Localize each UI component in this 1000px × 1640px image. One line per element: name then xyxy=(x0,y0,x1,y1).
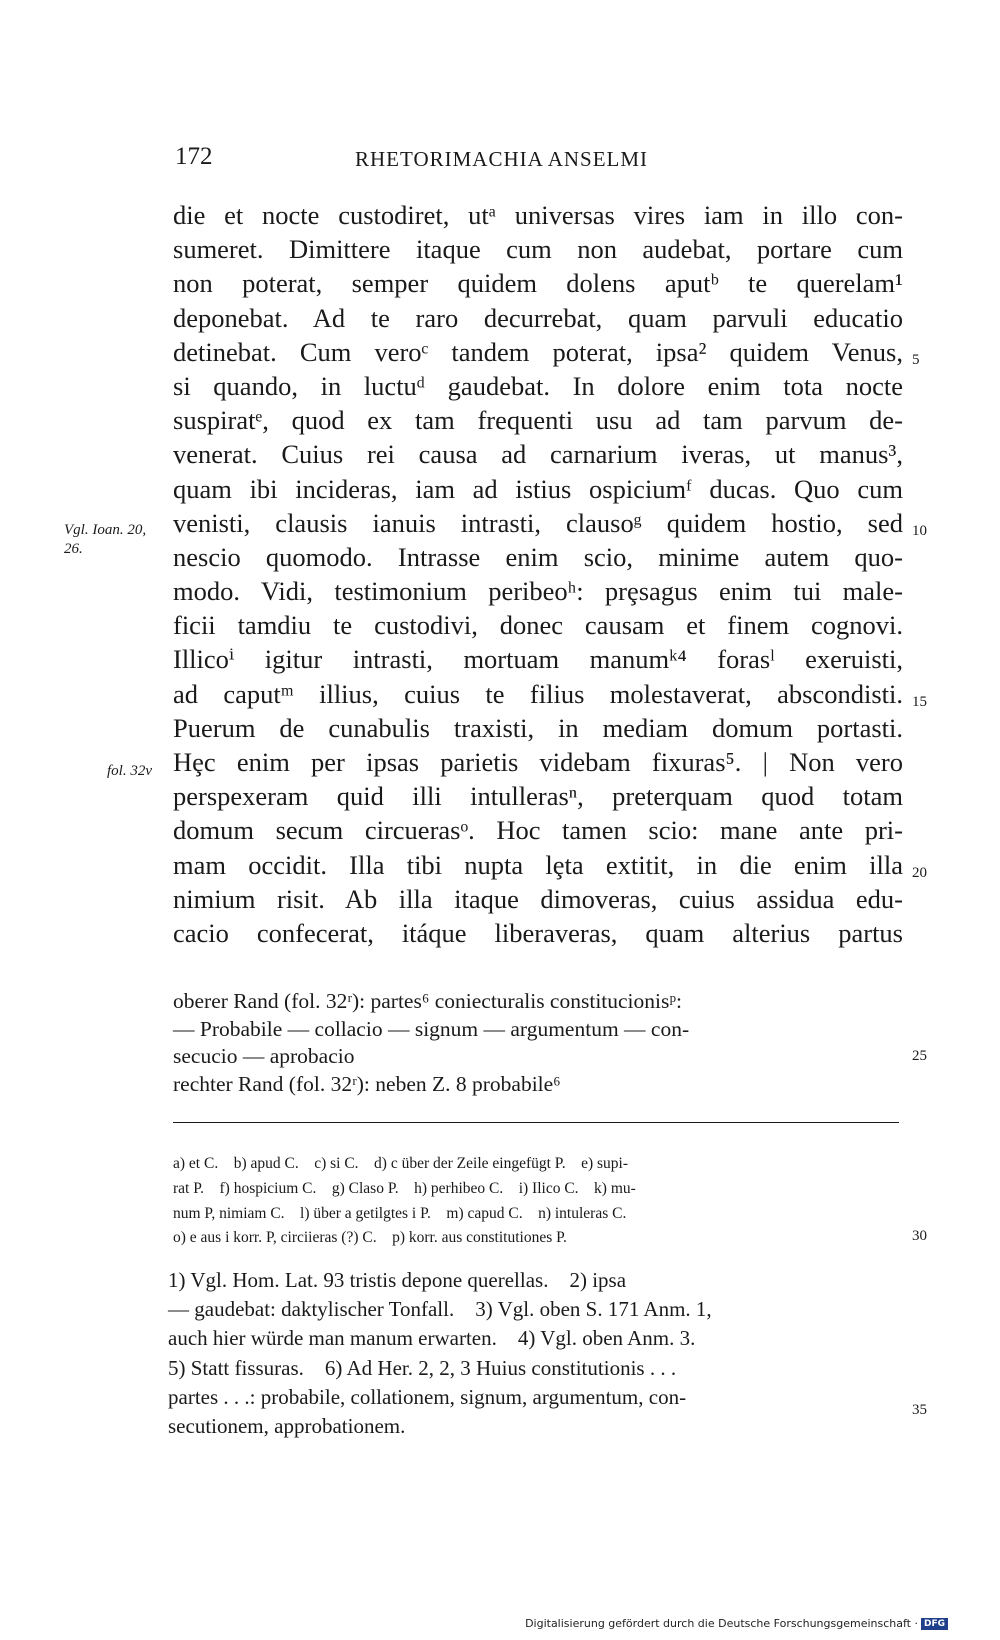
text-line: deponebat. Ad te raro decurrebat, quam parvuli educatio xyxy=(173,302,903,333)
text-line: Puerum de cunabulis traxisti, in mediam domum portasti. xyxy=(173,712,903,743)
digitization-credit xyxy=(525,1617,948,1630)
text-line: quam ibi incideras, iam ad istius ospiciumᶠ ducas. Quo cum xyxy=(173,473,903,504)
text-line: die et nocte custodiret, utᵃ universas vires iam in illo con- xyxy=(173,200,903,230)
upper-note-line: rechter Rand (fol. 32ʳ): neben Z. 8 probabile⁶ xyxy=(173,1071,561,1096)
text-line: cacio confecerat, itáque liberaveras, quam alterius partus xyxy=(173,917,903,948)
text-line: mam occidit. Illa tibi nupta lȩta extitit, in die enim illa xyxy=(173,849,903,880)
main-text xyxy=(173,198,903,950)
text-line: suspiratᵉ, quod ex tam frequenti usu ad tam parvum de- xyxy=(173,405,903,436)
running-title: RHETORIMACHIA ANSELMI xyxy=(355,147,649,171)
folio-marker: fol. 32v xyxy=(107,763,152,779)
text-line: sumeret. Dimittere itaque cum non audebat, portare cum xyxy=(173,234,903,265)
apparatus-line: a) et C. b) apud C. c) si C. d) c über der Zeile eingefügt P. e) supi- xyxy=(173,1155,628,1172)
upper-note-line: oberer Rand (fol. 32ʳ): partes⁶ coniecturalis constitucionisᵖ: xyxy=(173,989,683,1013)
text-line: nescio quomodo. Intrasse enim scio, minime autem quo- xyxy=(173,541,903,572)
credit-text: Digitalisierung gefördert durch die Deutsche Forschungsgemeinschaft · xyxy=(525,1617,918,1630)
text-line: non poterat, semper quidem dolens aputᵇ te querelam¹ xyxy=(173,268,903,299)
upper-note-line: secucio — aprobacio xyxy=(173,1044,355,1068)
text-line: domum secum circuerasᵒ. Hoc tamen scio: mane ante pri- xyxy=(173,815,903,846)
text-line: modo. Vidi, testimonium peribeoʰ: prȩsagus enim tui male- xyxy=(173,576,903,607)
text-line: venisti, clausis ianuis intrasti, clausoᵍ quidem hostio, sed xyxy=(173,507,903,538)
text-line: Hȩc enim per ipsas parietis videbam fixuras⁵. | Non vero xyxy=(173,747,903,777)
apparatus-line: num P, nimiam C. l) über a getilgtes i P. m) capud C. n) intuleras C. xyxy=(173,1204,627,1222)
line-number: 15 xyxy=(912,694,927,710)
note-line: — gaudebat: daktylischer Tonfall. 3) Vgl. oben S. 171 Anm. 1, xyxy=(168,1297,712,1322)
note-line: 1) Vgl. Hom. Lat. 93 tristis depone querellas. 2) ipsa xyxy=(168,1268,627,1292)
text-line: perspexeram quid illi intullerasⁿ, preterquam quod totam xyxy=(173,781,903,812)
note-line: auch hier würde man manum erwarten. 4) Vgl. oben Anm. 3. xyxy=(168,1326,696,1351)
note-line: partes . . .: probabile, collationem, signum, argumentum, con- xyxy=(168,1384,687,1409)
apparatus-line: o) e aus i korr. P, circiieras (?) C. p) korr. aus constitutiones P. xyxy=(173,1229,567,1247)
line-number: 30 xyxy=(912,1228,927,1244)
text-line: Illicoⁱ igitur intrasti, mortuam manumᵏ⁴ forasˡ exeruisti, xyxy=(173,644,903,675)
critical-apparatus xyxy=(173,1152,899,1251)
text-line: detinebat. Cum veroᶜ tandem poterat, ipsa² quidem Venus, xyxy=(173,336,903,367)
apparatus-line: rat P. f) hospicium C. g) Claso P. h) perhibeo C. i) Ilico C. k) mu- xyxy=(173,1179,636,1197)
page-number: 172 xyxy=(175,143,213,170)
note-line: secutionem, approbationem. xyxy=(168,1413,406,1438)
text-line: ficii tamdiu te custodivi, donec causam et finem cognovi. xyxy=(173,610,903,641)
source-notes xyxy=(168,1266,900,1441)
dfg-logo: DFG xyxy=(921,1618,948,1630)
footnote-rule xyxy=(173,1122,899,1123)
text-line: si quando, in luctuᵈ gaudebat. In dolore enim tota nocte xyxy=(173,370,903,401)
note-line: 5) Statt fissuras. 6) Ad Her. 2, 2, 3 Huius constitutionis . . . xyxy=(168,1355,677,1380)
line-number: 35 xyxy=(912,1402,927,1418)
margin-reference: Vgl. Ioan. 20, xyxy=(64,522,147,538)
upper-margin-note xyxy=(173,988,903,1098)
upper-note-line: — Probabile — collacio — signum — argumentum — con- xyxy=(173,1016,690,1041)
text-line: venerat. Cuius rei causa ad carnarium iveras, ut manus³, xyxy=(173,439,903,470)
line-number: 5 xyxy=(912,352,920,368)
text-line: ad caputᵐ illius, cuius te filius molestaverat, abscondisti. xyxy=(173,678,903,709)
text-line: nimium risit. Ab illa itaque dimoveras, cuius assidua edu- xyxy=(173,883,903,914)
line-number: 20 xyxy=(912,865,927,881)
margin-reference-cont: 26. xyxy=(64,541,83,557)
line-number: 10 xyxy=(912,523,927,539)
line-number: 25 xyxy=(912,1048,927,1064)
